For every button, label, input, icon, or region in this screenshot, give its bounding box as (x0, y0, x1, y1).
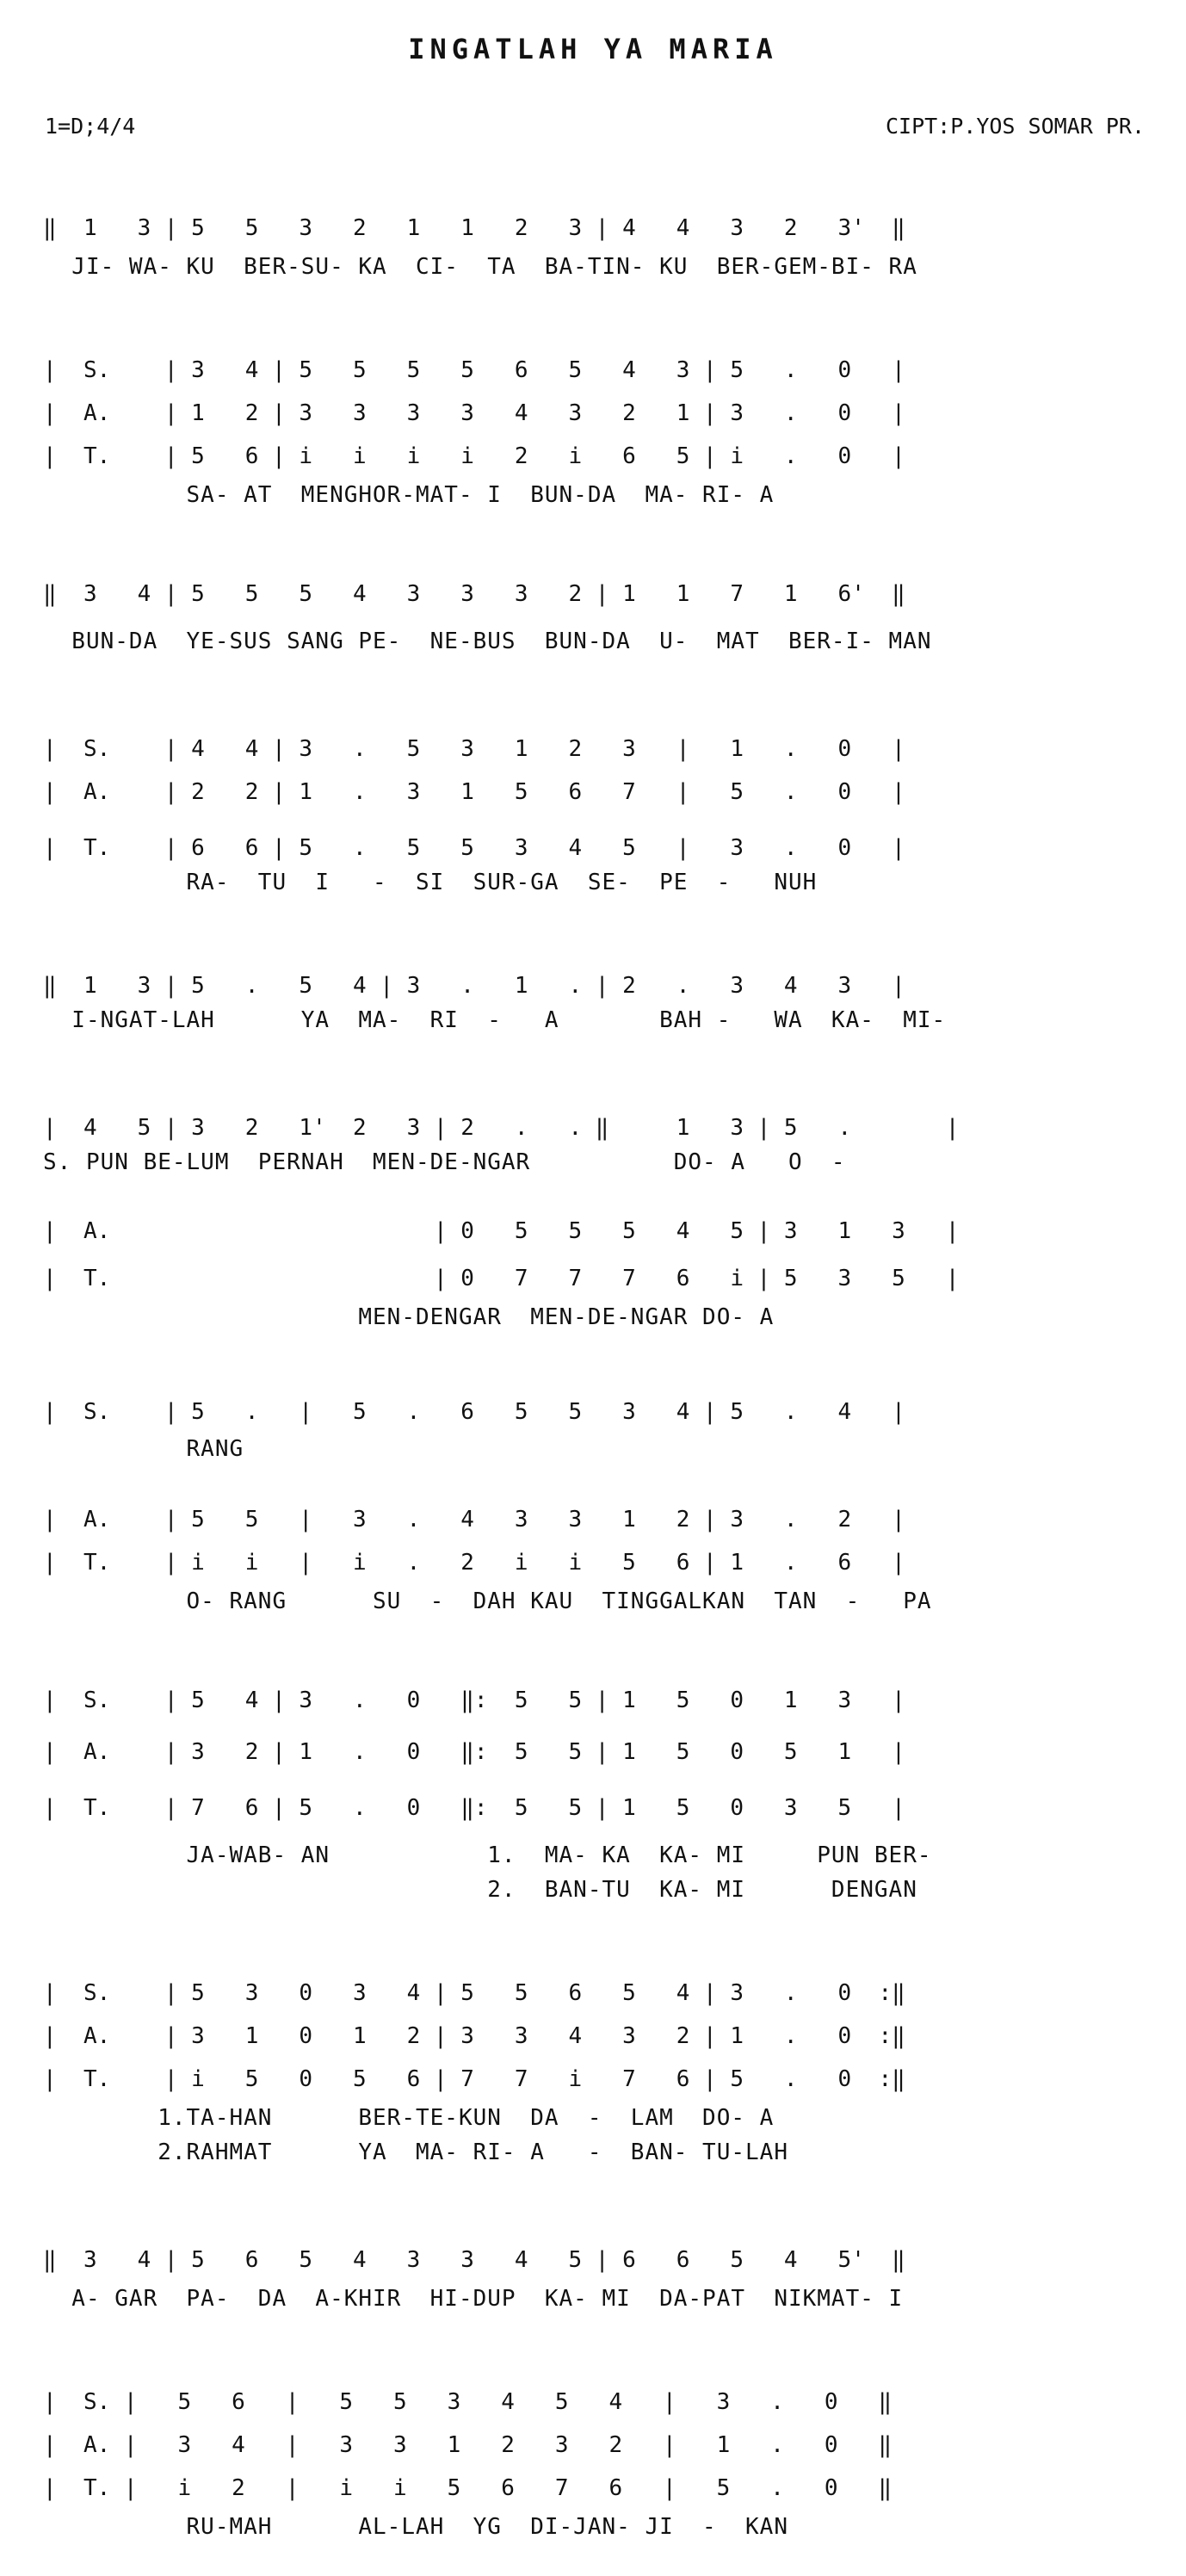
lyric-line: I-NGAT-LAH YA MA- RI - A BAH - WA KA- MI- (43, 1007, 947, 1033)
tenor-line: | T. | 5 6 | i i i i 2 i 6 5 | i . 0 | (43, 443, 905, 469)
composer-credit: CIPT:P.YOS SOMAR PR. (885, 114, 1145, 139)
melody-line: ‖ 1 3 | 5 . 5 4 | 3 . 1 . | 2 . 3 4 3 | (43, 973, 905, 999)
lyric-line: SA- AT MENGHOR-MAT- I BUN-DA MA- RI- A (43, 482, 775, 508)
tenor-line: | T. | 6 6 | 5 . 5 5 3 4 5 | 3 . 0 | (43, 835, 905, 861)
tenor-line: | T. | i i | i . 2 i i 5 6 | 1 . 6 | (43, 1550, 905, 1576)
lyric-line: O- RANG SU - DAH KAU TINGGALKAN TAN - PA (43, 1588, 932, 1614)
melody-line: | 4 5 | 3 2 1' 2 3 | 2 . . ‖ 1 3 | 5 . | (43, 1115, 960, 1141)
alto-line: | A. | 1 2 | 3 3 3 3 4 3 2 1 | 3 . 0 | (43, 400, 905, 426)
lyric-line: JI- WA- KU BER-SU- KA CI- TA BA-TIN- KU BER-GEM-BI- RA (43, 254, 917, 280)
lyric-line: RANG (43, 1436, 244, 1462)
tenor-line: | T. | 7 6 | 5 . 0 ‖: 5 5 | 1 5 0 3 5 | (43, 1795, 905, 1821)
key-and-meter: 1=D;4/4 (45, 114, 136, 139)
lyric-line: S. PUN BE-LUM PERNAH MEN-DE-NGAR DO- A O - (43, 1149, 846, 1175)
soprano-line: | S. | 5 3 0 3 4 | 5 5 6 5 4 | 3 . 0 :‖ (43, 1980, 905, 2006)
soprano-line: | S. | 4 4 | 3 . 5 3 1 2 3 | 1 . 0 | (43, 736, 905, 762)
lyric-line: BUN-DA YE-SUS SANG PE- NE-BUS BUN-DA U- MAT BER-I- MAN (43, 629, 932, 654)
soprano-line: | S. | 5 4 | 3 . 0 ‖: 5 5 | 1 5 0 1 3 | (43, 1687, 905, 1713)
tenor-line: | T. | i 5 0 5 6 | 7 7 i 7 6 | 5 . 0 :‖ (43, 2066, 905, 2092)
lyric-line: RU-MAH AL-LAH YG DI-JAN- JI - KAN (43, 2514, 788, 2540)
lyric-line: MEN-DENGAR MEN-DE-NGAR DO- A (43, 1304, 775, 1330)
alto-line: | A. | 5 5 | 3 . 4 3 3 1 2 | 3 . 2 | (43, 1507, 905, 1533)
melody-line: ‖ 1 3 | 5 5 3 2 1 1 2 3 | 4 4 3 2 3' ‖ (43, 215, 905, 241)
tenor-line: | T. | 0 7 7 7 6 i | 5 3 5 | (43, 1266, 960, 1291)
song-title: INGATLAH YA MARIA (408, 33, 778, 65)
alto-line: | A. | 3 4 | 3 3 1 2 3 2 | 1 . 0 ‖ (43, 2432, 893, 2458)
melody-line: ‖ 3 4 | 5 5 5 4 3 3 3 2 | 1 1 7 1 6' ‖ (43, 581, 905, 607)
lyric-line: A- GAR PA- DA A-KHIR HI-DUP KA- MI DA-PAT NIKMAT- I (43, 2286, 904, 2312)
lyric-line: 2. BAN-TU KA- MI DENGAN (43, 1877, 917, 1903)
lyric-line: JA-WAB- AN 1. MA- KA KA- MI PUN BER- (43, 1842, 932, 1868)
melody-line: ‖ 3 4 | 5 6 5 4 3 3 4 5 | 6 6 5 4 5' ‖ (43, 2247, 905, 2273)
soprano-line: | S. | 5 . | 5 . 6 5 5 3 4 | 5 . 4 | (43, 1399, 905, 1425)
alto-line: | A. | 2 2 | 1 . 3 1 5 6 7 | 5 . 0 | (43, 779, 905, 805)
lyric-line: 1.TA-HAN BER-TE-KUN DA - LAM DO- A (43, 2105, 775, 2131)
soprano-line: | S. | 5 6 | 5 5 3 4 5 4 | 3 . 0 ‖ (43, 2389, 893, 2415)
lyric-line: RA- TU I - SI SUR-GA SE- PE - NUH (43, 870, 818, 895)
soprano-line: | S. | 3 4 | 5 5 5 5 6 5 4 3 | 5 . 0 | (43, 357, 905, 383)
alto-line: | A. | 3 2 | 1 . 0 ‖: 5 5 | 1 5 0 5 1 | (43, 1739, 905, 1765)
lyric-line: 2.RAHMAT YA MA- RI- A - BAN- TU-LAH (43, 2139, 788, 2165)
alto-line: | A. | 0 5 5 5 4 5 | 3 1 3 | (43, 1218, 960, 1244)
tenor-line: | T. | i 2 | i i 5 6 7 6 | 5 . 0 ‖ (43, 2475, 893, 2501)
alto-line: | A. | 3 1 0 1 2 | 3 3 4 3 2 | 1 . 0 :‖ (43, 2023, 905, 2049)
